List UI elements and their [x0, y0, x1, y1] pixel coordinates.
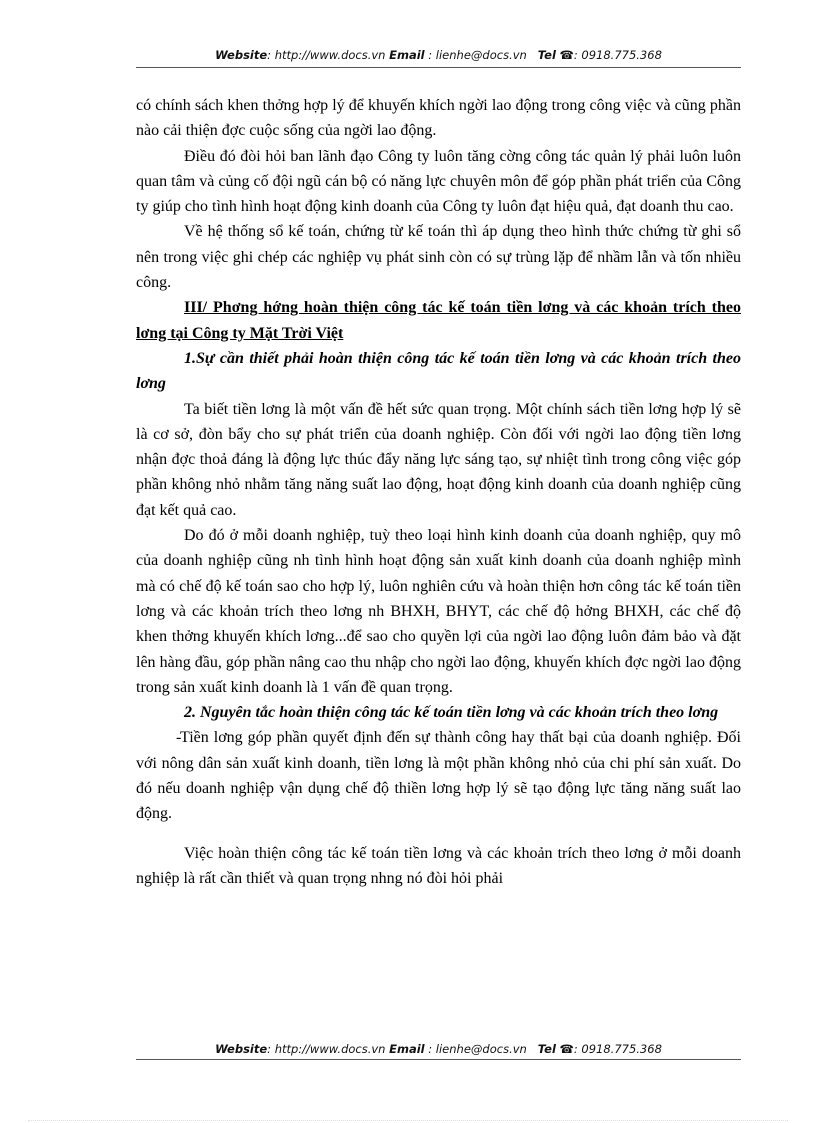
phone-icon: ☎ — [559, 48, 574, 62]
footer-tel-value: : 0918.775.368 — [573, 1042, 662, 1056]
footer-tel-label: Tel — [537, 1042, 556, 1056]
paragraph-2: Điều đó đòi hỏi ban lãnh đạo Công ty luôn tăng cờng công tác quản lý phải luôn luôn quan tâm và củng cố đội ngũ cán bộ có năng lực chuyên môn để góp phần phát triển của Công ty giúp cho tình hình hoạt động kinh doanh của Công ty luôn đạt hiệu quả, đạt doanh thu cao. — [136, 147, 741, 216]
page-edge-dotted-line — [28, 1120, 788, 1121]
bullet-marker: - — [176, 729, 182, 747]
paragraph-5: Do đó ở mỗi doanh nghiệp, tuỳ theo loại hình kinh doanh của doanh nghiệp, quy mô của doanh nghiệp cũng nh tình hình hoạt động sản xuất kinh doanh của doanh nghiệp mình mà có chế độ kế toán sao cho hợp lý, luôn nghiên cứu và hoàn thiện hơn công tác kế toán tiền lơng và các khoản trích theo lơng nh BHXH, BHYT, các chế độ hởng BHXH, các chế độ khen thởng khuyến khích lơng...để sao cho quyền lợi của ngời lao động luôn đảm bảo và đặt lên hàng đầu, góp phần nâng cao thu nhập cho ngời lao động, khuyến khích đợc ngời lao động trong sản xuất kinh doanh là 1 vấn đề quan trọng. — [136, 527, 741, 696]
footer-phone-icon: ☎ — [559, 1042, 574, 1056]
footer-email-value: : lienhe@docs.vn — [424, 1042, 527, 1056]
footer-rule — [136, 1059, 741, 1060]
subsection-1-heading: 1.Sự cần thiết phải hoàn thiện công tác kế toán tiền lơng và các khoản trích theo lơng — [136, 349, 741, 393]
section-heading: III/ Phơng hớng hoàn thiện công tác kế toán tiền lơng và các khoản trích theo lơng tại Công ty Mặt Trời Việt — [136, 299, 741, 342]
page-footer — [136, 1042, 741, 1056]
header-tel-label: Tel — [537, 48, 556, 62]
subsection-2-heading: 2. Nguyên tắc hoàn thiện công tác kế toán tiền lơng và các khoản trích theo lơng — [184, 704, 719, 722]
footer-email-label: Email — [389, 1042, 425, 1056]
paragraph-6: Tiền lơng góp phần quyết định đến sự thành công hay thất bại của doanh nghiệp. Đối với nông dân sản xuất kinh doanh, tiền lơng là một phần không nhỏ của chi phí sản xuất. Do đó nếu doanh nghiệp vận dụng chế độ thiền lơng hợp lý sẽ tạo động lực tăng năng suất lao động. — [136, 729, 741, 823]
footer-website-label: Website — [215, 1042, 268, 1056]
header-website-label: Website — [215, 48, 268, 62]
paragraph-1: có chính sách khen thởng hợp lý để khuyến khích ngời lao động trong công việc và cũng phần nào cải thiện đợc cuộc sống của ngời lao động. — [136, 97, 741, 140]
paragraph-7: Việc hoàn thiện công tác kế toán tiền lơng và các khoản trích theo lơng ở mỗi doanh nghiệp là rất cần thiết và quan trọng nhng nó đòi hỏi phải — [136, 844, 741, 887]
header-website-value: : http://www.docs.vn — [267, 48, 386, 62]
header-email-label: Email — [389, 48, 425, 62]
bullet-paragraph — [136, 725, 741, 826]
header-email-value: : lienhe@docs.vn — [424, 48, 527, 62]
paragraph-4: Ta biết tiền lơng là một vấn đề hết sức quan trọng. Một chính sách tiền lơng hợp lý sẽ là cơ sở, đòn bẩy cho sự phát triển của doanh nghiệp. Còn đối với ngời lao động tiền lơng nhận đợc thoả đáng là động lực thúc đẩy năng lực sáng tạo, sự nhiệt tình trong công việc góp phần không nhỏ nhằm tăng năng suất lao động, hoạt động kinh doanh của doanh nghiệp cũng đạt kết quả cao. — [136, 400, 741, 519]
footer-website-value: : http://www.docs.vn — [267, 1042, 386, 1056]
page-header — [136, 48, 741, 62]
paragraph-3: Về hệ thống sổ kế toán, chứng từ kế toán thì áp dụng theo hình thức chứng từ ghi sổ nên trong việc ghi chép các nghiệp vụ phát sinh còn có sự trùng lặp để nhầm lẫn và tốn nhiều công. — [136, 223, 741, 292]
header-tel-value: : 0918.775.368 — [573, 48, 662, 62]
header-rule — [136, 67, 741, 68]
document-body — [136, 93, 741, 891]
